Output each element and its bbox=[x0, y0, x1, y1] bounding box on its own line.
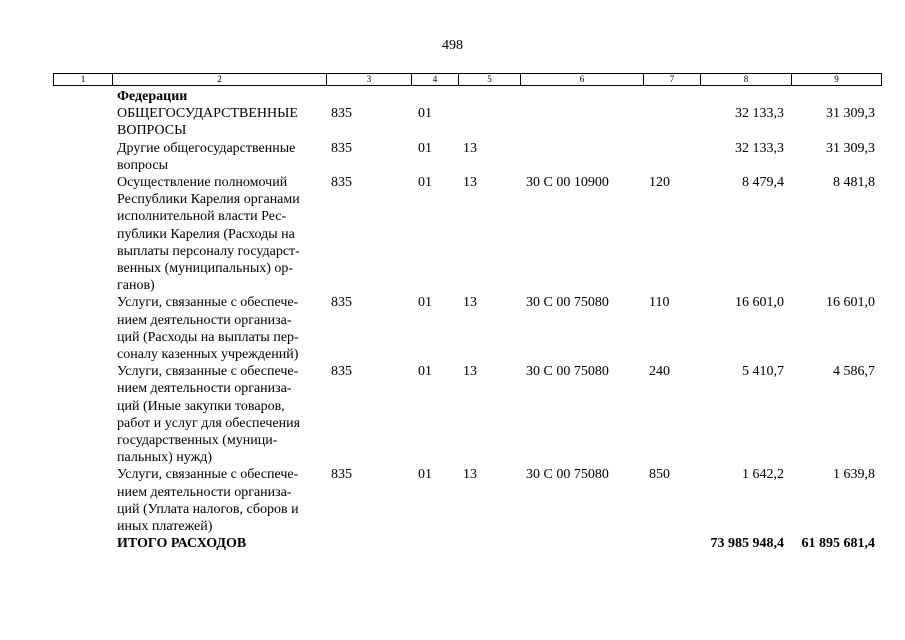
header-col-9: 9 bbox=[791, 73, 882, 86]
cell-col-4: 01 bbox=[418, 140, 432, 156]
cell-col-5: 13 bbox=[463, 467, 477, 483]
cell-col-6: 30 С 00 10900 bbox=[526, 174, 609, 190]
row-name-line: ций (Расходы на выплаты пер- bbox=[117, 329, 299, 345]
cell-col-4: 01 bbox=[418, 174, 432, 190]
row-name-line: венных (муниципальных) ор- bbox=[117, 260, 294, 276]
cell-col-6: 30 С 00 75080 bbox=[526, 467, 609, 483]
cell-col-8: 32 133,3 bbox=[735, 106, 784, 122]
cell-col-3: 835 bbox=[331, 467, 352, 483]
cell-col-8: 5 410,7 bbox=[742, 364, 784, 380]
cell-col-9: 31 309,3 bbox=[826, 140, 875, 156]
cell-col-5: 13 bbox=[463, 364, 477, 380]
cell-col-8: 73 985 948,4 bbox=[710, 536, 784, 552]
cell-col-7: 850 bbox=[649, 467, 670, 483]
row-name bbox=[117, 294, 322, 363]
header-col-1: 1 bbox=[53, 73, 112, 86]
cell-col-8: 32 133,3 bbox=[735, 140, 784, 156]
cell-col-7: 110 bbox=[649, 295, 670, 311]
header-col-3: 3 bbox=[326, 73, 411, 86]
cell-col-9: 61 895 681,4 bbox=[801, 536, 875, 552]
header-col-7: 7 bbox=[643, 73, 700, 86]
row-name-line: Услуги, связанные с обеспече- bbox=[117, 295, 299, 311]
cell-col-6: 30 С 00 75080 bbox=[526, 364, 609, 380]
row-name-line: работ и услуг для обеспечения bbox=[117, 415, 301, 431]
table-row bbox=[0, 294, 905, 363]
cell-col-9: 16 601,0 bbox=[826, 295, 875, 311]
cell-col-5: 13 bbox=[463, 174, 477, 190]
row-name bbox=[117, 88, 322, 105]
row-name bbox=[117, 363, 322, 466]
row-name-line: нием деятельности организа- bbox=[117, 381, 292, 397]
header-col-6: 6 bbox=[520, 73, 643, 86]
header-col-4: 4 bbox=[411, 73, 458, 86]
page-number: 498 bbox=[442, 38, 463, 53]
row-name-line: исполнительной власти Рес- bbox=[117, 209, 287, 225]
row-name-line: соналу казенных учреждений) bbox=[117, 346, 299, 362]
row-name-line: нием деятельности организа- bbox=[117, 484, 292, 500]
cell-col-9: 8 481,8 bbox=[833, 174, 875, 190]
row-name-line: Республики Карелия органами bbox=[117, 192, 300, 208]
row-name-line: Осуществление полномочий bbox=[117, 174, 288, 190]
cell-col-9: 1 639,8 bbox=[833, 467, 875, 483]
cell-col-4: 01 bbox=[418, 106, 432, 122]
cell-col-5: 13 bbox=[463, 140, 477, 156]
cell-col-8: 8 479,4 bbox=[742, 174, 784, 190]
row-name bbox=[117, 105, 322, 139]
cell-col-4: 01 bbox=[418, 467, 432, 483]
cell-col-4: 01 bbox=[418, 364, 432, 380]
table-body bbox=[0, 88, 905, 552]
cell-col-3: 835 bbox=[331, 174, 352, 190]
cell-col-8: 16 601,0 bbox=[735, 295, 784, 311]
table-row bbox=[0, 140, 905, 174]
cell-col-7: 120 bbox=[649, 174, 670, 190]
row-name-line: Услуги, связанные с обеспече- bbox=[117, 364, 299, 380]
cell-col-9: 4 586,7 bbox=[833, 364, 875, 380]
cell-col-3: 835 bbox=[331, 140, 352, 156]
row-name-line: ций (Уплата налогов, сборов и bbox=[117, 501, 299, 517]
table-row bbox=[0, 105, 905, 139]
row-name-line: выплаты персоналу государст- bbox=[117, 243, 300, 259]
row-name bbox=[117, 466, 322, 535]
table-row bbox=[0, 363, 905, 466]
row-name-line: Услуги, связанные с обеспече- bbox=[117, 467, 299, 483]
row-name bbox=[117, 174, 322, 294]
table-row bbox=[0, 466, 905, 535]
row-name-line: ОБЩЕГОСУДАРСТВЕННЫЕ bbox=[117, 106, 298, 122]
row-name-line: государственных (муници- bbox=[117, 432, 278, 448]
row-name bbox=[117, 535, 322, 552]
cell-col-4: 01 bbox=[418, 295, 432, 311]
row-name-line: Федерации bbox=[117, 89, 188, 104]
row-name-line: публики Карелия (Расходы на bbox=[117, 226, 295, 242]
row-name-line: Другие общегосударственные bbox=[117, 140, 296, 156]
row-name bbox=[117, 140, 322, 174]
row-name-line: вопросы bbox=[117, 157, 168, 173]
cell-col-3: 835 bbox=[331, 364, 352, 380]
cell-col-7: 240 bbox=[649, 364, 670, 380]
header-col-5: 5 bbox=[458, 73, 520, 86]
cell-col-3: 835 bbox=[331, 295, 352, 311]
table-row bbox=[0, 174, 905, 294]
header-col-8: 8 bbox=[700, 73, 791, 86]
row-name-line: иных платежей) bbox=[117, 518, 213, 534]
cell-col-3: 835 bbox=[331, 106, 352, 122]
row-name-line: ИТОГО РАСХОДОВ bbox=[117, 536, 247, 552]
cell-col-9: 31 309,3 bbox=[826, 106, 875, 122]
cell-col-6: 30 С 00 75080 bbox=[526, 295, 609, 311]
cell-col-8: 1 642,2 bbox=[742, 467, 784, 483]
table-row bbox=[0, 88, 905, 105]
row-name-line: ций (Иные закупки товаров, bbox=[117, 398, 285, 414]
row-name-line: ВОПРОСЫ bbox=[117, 123, 187, 139]
row-name-line: нием деятельности организа- bbox=[117, 312, 292, 328]
row-name-line: ганов) bbox=[117, 278, 155, 294]
row-name-line: пальных) нужд) bbox=[117, 450, 213, 466]
table-row bbox=[0, 535, 905, 552]
cell-col-5: 13 bbox=[463, 295, 477, 311]
header-col-2: 2 bbox=[112, 73, 326, 86]
